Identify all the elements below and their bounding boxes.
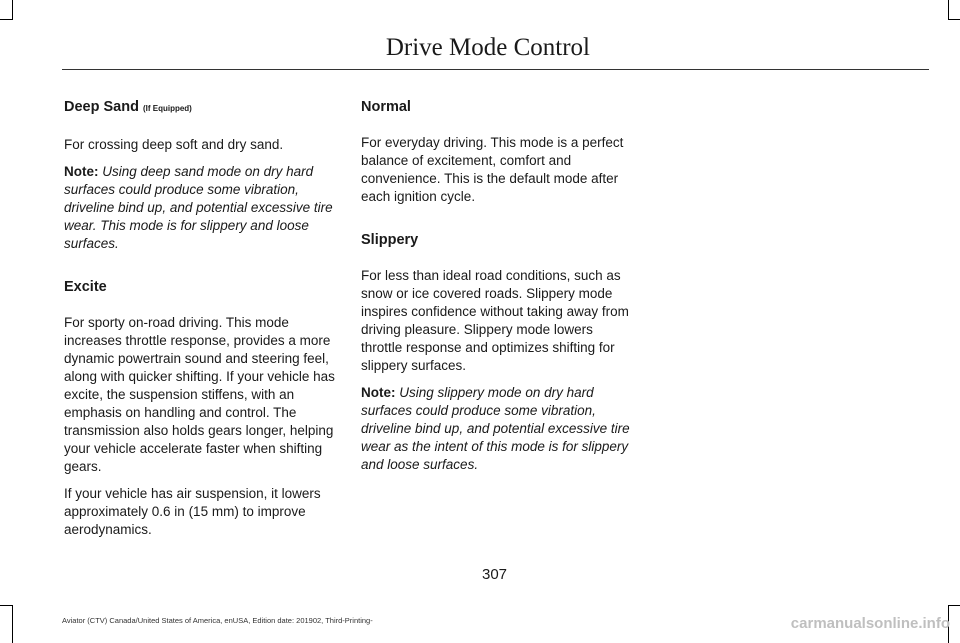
- section-heading-excite: Excite: [64, 279, 107, 295]
- page-header-title: Drive Mode Control: [385, 34, 590, 61]
- section-heading-deep-sand: [64, 98, 336, 118]
- page-number: 307: [482, 566, 508, 583]
- edition-footer: Aviator (CTV) Canada/United States of America, enUSA, Edition date: 201902, Third-Printing-: [62, 616, 373, 625]
- deep-sand-paragraph: For crossing deep soft and dry sand.: [64, 137, 284, 152]
- crop-mark-bottom-left-h: [0, 605, 13, 606]
- deep-sand-note: [64, 163, 336, 253]
- crop-mark-top-right-h: [948, 19, 960, 20]
- slippery-note: [361, 384, 633, 474]
- header-rule: [62, 69, 929, 70]
- section-heading-slippery: Slippery: [361, 232, 419, 248]
- left-column: [64, 98, 336, 548]
- normal-paragraph: For everyday driving. This mode is a perfect balance of excitement, comfort and convenience. This is the default mode after each ignition cycle.: [361, 135, 624, 204]
- section-heading-normal: Normal: [361, 99, 411, 115]
- slippery-paragraph: For less than ideal road conditions, such as snow or ice covered roads. Slippery mode inspires confidence without taking away from driving pleasure. Slippery mode lowers throttle response and optimizes shifting for slippery surfaces.: [361, 268, 629, 373]
- crop-mark-top-left-v: [12, 0, 13, 20]
- crop-mark-bottom-left-v: [12, 605, 13, 643]
- right-column: [361, 98, 633, 483]
- crop-mark-top-left-h: [0, 19, 13, 20]
- note-text: Using deep sand mode on dry hard surfaces could produce some vibration, driveline bind up, and potential excessive tire wear. This mode is for slippery and loose surfaces.: [64, 164, 333, 251]
- note-label: Note:: [361, 385, 396, 400]
- watermark: carmanualsonline.info: [790, 615, 950, 632]
- deep-sand-heading-sub: (If Equipped): [142, 104, 192, 113]
- crop-mark-top-right-v: [948, 0, 949, 20]
- crop-mark-bottom-right-h: [948, 605, 960, 606]
- deep-sand-heading-text: Deep Sand: [64, 99, 139, 115]
- note-label: Note:: [64, 164, 99, 179]
- excite-paragraph-2: If your vehicle has air suspension, it lowers approximately 0.6 in (15 mm) to improve aerodynamics.: [64, 486, 321, 537]
- excite-paragraph-1: For sporty on-road driving. This mode increases throttle response, provides a more dynamic powertrain sound and steering feel, along with quicker shifting. If your vehicle has excite, the suspension stiffens, with an emphasis on handling and control. The transmission also holds gears longer, helping your vehicle accelerate faster when shifting gears.: [64, 315, 335, 474]
- note-text: Using slippery mode on dry hard surfaces could produce some vibration, driveline bind up, and potential excessive tire wear as the intent of this mode is for slippery and loose surfaces.: [361, 385, 630, 472]
